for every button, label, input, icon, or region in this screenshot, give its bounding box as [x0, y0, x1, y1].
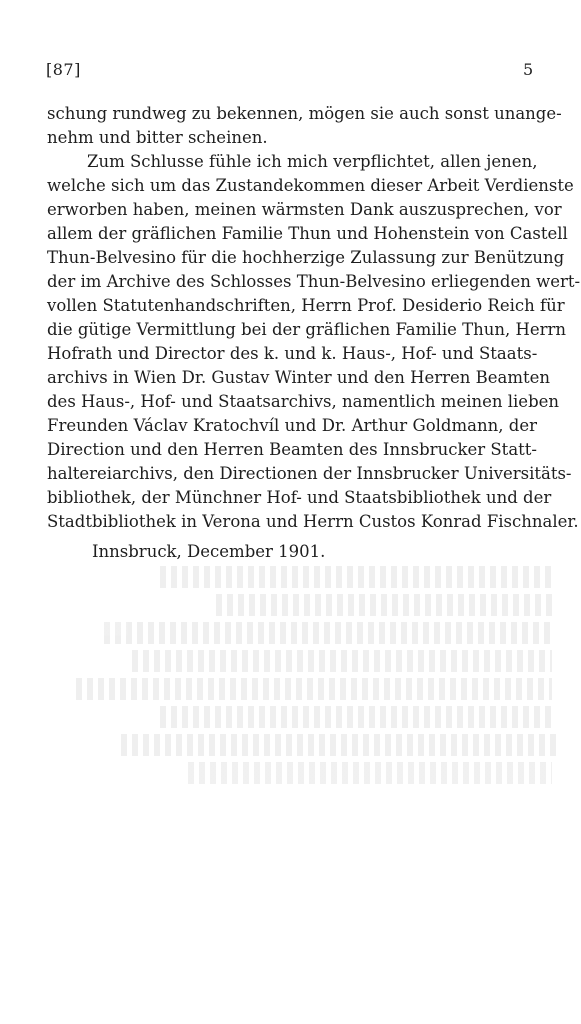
text-line: nehm und bitter scheinen. — [47, 128, 268, 147]
text-line: haltereiarchivs, den Directionen der Innsbrucker Universitäts- — [47, 464, 572, 483]
text-line: Freunden Václav Kratochvíl und Dr. Arthur Goldmann, der — [47, 416, 537, 435]
text-line: des Haus-, Hof- und Staatsarchivs, namentlich meinen lieben — [47, 392, 560, 411]
text-line: erworben haben, meinen wärmsten Dank auszusprechen, vor — [47, 200, 562, 219]
text-line: allem der gräflichen Familie Thun und Hohenstein von Castell — [47, 224, 568, 243]
text-line: Zum Schlusse fühle ich mich verpflichtet, allen jenen, — [87, 152, 538, 171]
text-line: Hofrath und Director des k. und k. Haus-, Hof- und Staats- — [47, 344, 538, 363]
text-line: vollen Statutenhandschriften, Herrn Prof. Desiderio Reich für — [47, 296, 565, 315]
text-line: Direction und den Herren Beamten des Innsbrucker Statt- — [47, 440, 537, 459]
text-line: schung rundweg zu bekennen, mögen sie auch sonst unange- — [47, 104, 562, 123]
text-line: Stadtbibliothek in Verona und Herrn Custos Konrad Fischnaler. — [47, 512, 579, 531]
place-date-signature: Innsbruck, December 1901. — [92, 542, 326, 561]
bracket-page-marker: [87] — [46, 60, 81, 79]
show-through-texture — [20, 560, 580, 800]
text-line: Thun-Belvesino für die hochherzige Zulassung zur Benützung — [47, 248, 565, 267]
page-number: 5 — [523, 60, 534, 79]
text-line: archivs in Wien Dr. Gustav Winter und den Herren Beamten — [47, 368, 551, 387]
text-line: welche sich um das Zustandekommen dieser Arbeit Verdienste — [47, 176, 574, 195]
text-line: der im Archive des Schlosses Thun-Belvesino erliegenden wert- — [47, 272, 581, 291]
text-line: die gütige Vermittlung bei der gräflichen Familie Thun, Herrn — [47, 320, 567, 339]
text-line: bibliothek, der Münchner Hof- und Staatsbibliothek und der — [47, 488, 552, 507]
body-text — [47, 102, 581, 534]
